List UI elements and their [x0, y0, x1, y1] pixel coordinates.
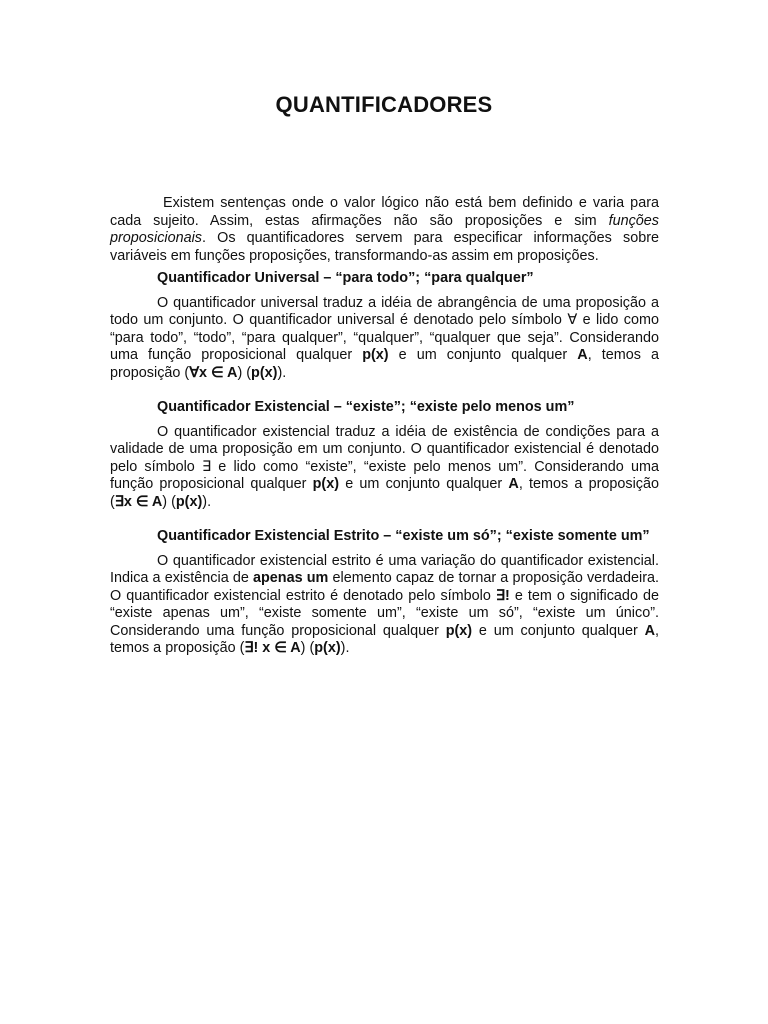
existencial-paragraph: [110, 424, 659, 512]
existencial-text-4: ) (: [162, 493, 176, 510]
estrito-text-1: O quantificador existencial estrito é uma variação do quantificador existencial. Indica a existência de: [110, 552, 659, 586]
estrito-apenas: apenas um: [253, 570, 329, 586]
estrito-text-5: , temos a proposição (: [110, 622, 659, 656]
estrito-heading: Quantificador Existencial Estrito – “existe um só”; “existe somente um”: [157, 528, 650, 544]
universal-px: p(x): [362, 347, 389, 363]
universal-px-2: p(x): [251, 364, 278, 381]
existencial-heading: Quantificador Existencial – “existe”; “existe pelo menos um”: [157, 399, 575, 415]
document-body: [110, 195, 659, 658]
estrito-paragraph: [110, 553, 659, 658]
estrito-px: p(x): [445, 622, 473, 639]
existencial-text-3: , temos a proposição (: [110, 476, 659, 510]
page-title: QUANTIFICADORES: [275, 92, 493, 117]
intro-paragraph: [110, 195, 659, 265]
existencial-text-2: e um conjunto qualquer: [339, 476, 509, 492]
universal-heading: Quantificador Universal – “para todo”; “para qualquer”: [157, 270, 534, 286]
universal-paragraph: [110, 295, 659, 383]
estrito-symbol: ∃!: [495, 587, 510, 604]
universal-expression: ∀x ∈ A: [189, 364, 238, 381]
universal-text-1: O quantificador universal traduz a idéia de abrangência de uma proposição a todo um conjunto. O quantificador universal é denotado pelo símbolo ∀ e lido como “para todo”, “todo”, “para qualquer”, “qualquer”, “qualquer que seja”. Considerando uma função proposicional qualquer: [110, 294, 659, 363]
estrito-text-3: e tem o significado de “existe apenas um”, “existe somente um”, “existe um só”, “existe um único”. Considerando uma função proposicional qualquer: [110, 587, 659, 639]
estrito-expression: ∃! x ∈ A: [244, 640, 301, 656]
existencial-text-1: O quantificador existencial traduz a idéia de existência de condições para a validade de uma proposição em um conjunto. O quantificador existencial é denotado pelo símbolo ∃ e lido como “existe”, “existe pelo menos um”. Considerando uma função proposicional qualquer: [110, 423, 659, 492]
existencial-px: p(x): [312, 476, 339, 492]
estrito-text-7: ).: [340, 640, 350, 656]
universal-text-4: ) (: [237, 364, 252, 381]
estrito-set: A: [644, 622, 655, 639]
existencial-px-2: p(x): [175, 493, 203, 510]
universal-text-2: e um conjunto qualquer: [388, 347, 578, 363]
existencial-expression: ∃x ∈ A: [114, 493, 163, 510]
universal-set: A: [577, 347, 588, 363]
universal-text-5: ).: [277, 364, 287, 381]
estrito-text-4: e um conjunto qualquer: [472, 622, 645, 639]
estrito-text-2: elemento capaz de tornar a proposição verdadeira. O quantificador existencial estrito é denotado pelo símbolo: [110, 570, 659, 604]
estrito-px-2: p(x): [314, 640, 341, 656]
intro-text-1: Existem sentenças onde o valor lógico não está bem definido e varia para cada sujeito. Assim, estas afirmações não são proposições e sim: [110, 195, 659, 229]
estrito-text-6: ) (: [300, 640, 315, 656]
existencial-text-5: ).: [202, 493, 212, 510]
intro-emphasis: funções proposicionais: [110, 212, 659, 246]
intro-text-2: . Os quantificadores servem para especificar informações sobre variáveis em funções proposições, transformando-as assim em proposições.: [110, 230, 659, 264]
existencial-set: A: [508, 476, 519, 492]
universal-text-3: , temos a proposição (: [110, 347, 659, 381]
